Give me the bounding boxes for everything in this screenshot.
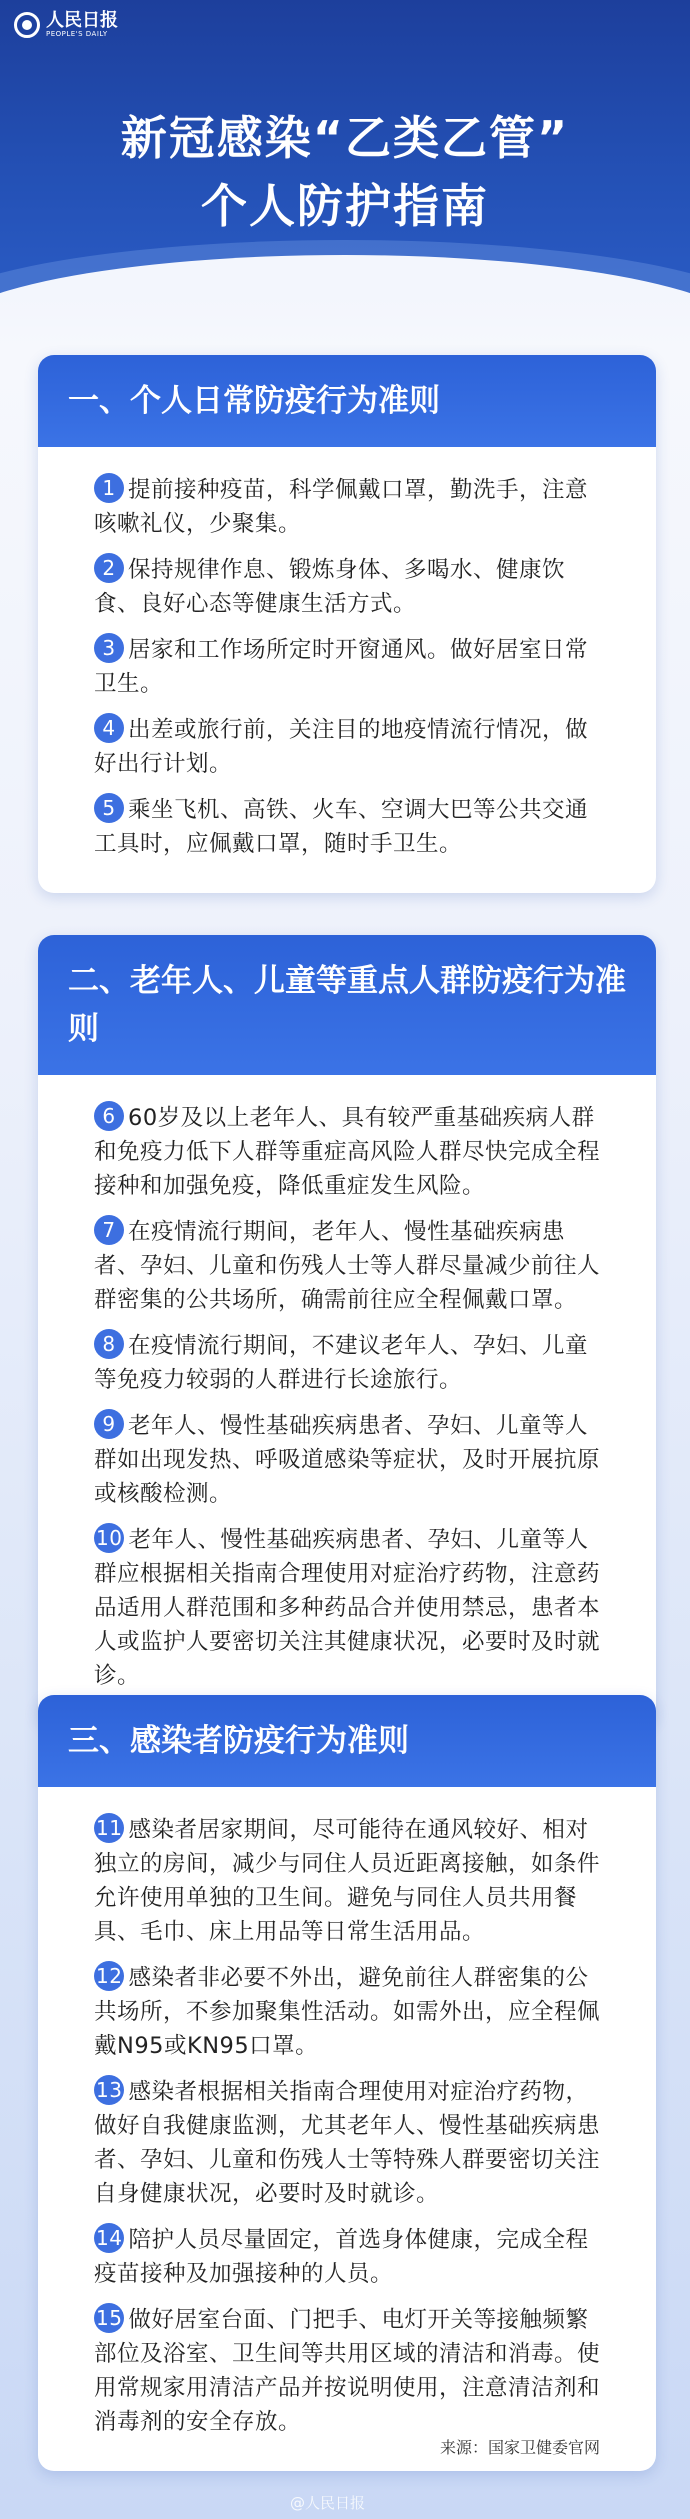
item-text: 老年人、慢性基础疾病患者、孕妇、儿童等人群如出现发热、呼吸道感染等症状，及时开展抗原或核酸检测。 (94, 1413, 601, 1507)
number-badge: 12 (94, 1961, 124, 1991)
number-badge: 9 (94, 1409, 124, 1439)
list-item (94, 633, 600, 701)
item-text: 陪护人员尽量固定，首选身体健康，完成全程疫苗接种及加强接种的人员。 (94, 2227, 589, 2287)
list-item (94, 473, 600, 541)
number-badge: 1 (94, 473, 124, 503)
number-badge: 8 (94, 1329, 124, 1359)
section-body (38, 1787, 656, 2471)
number-badge: 2 (94, 553, 124, 583)
list-item (94, 1523, 600, 1693)
list-item (94, 793, 600, 861)
brand-logo (14, 12, 118, 38)
page-title-line2: 个人防护指南 (201, 179, 489, 233)
number-badge: 6 (94, 1101, 124, 1131)
list-item (94, 1215, 600, 1317)
number-badge: 3 (94, 633, 124, 663)
number-badge: 15 (94, 2303, 124, 2333)
item-text: 乘坐飞机、高铁、火车、空调大巴等公共交通工具时，应佩戴口罩，随时手卫生。 (94, 797, 589, 857)
item-text: 在疫情流行期间，不建议老年人、孕妇、儿童等免疫力较弱的人群进行长途旅行。 (94, 1333, 589, 1393)
item-text: 感染者根据相关指南合理使用对症治疗药物，做好自我健康监测，尤其老年人、慢性基础疾病患者、孕妇、儿童和伤残人士等特殊人群要密切关注自身健康状况，必要时及时就诊。 (94, 2079, 601, 2207)
item-text: 出差或旅行前，关注目的地疫情流行情况，做好出行计划。 (94, 717, 589, 777)
at-icon (14, 12, 40, 38)
item-text: 在疫情流行期间，老年人、慢性基础疾病患者、孕妇、儿童和伤残人士等人群尽量减少前往人群密集的公共场所，确需前往应全程佩戴口罩。 (94, 1219, 601, 1313)
list-item (94, 1813, 600, 1949)
header-banner (0, 0, 690, 300)
section-body (38, 447, 656, 893)
item-text: 提前接种疫苗，科学佩戴口罩，勤洗手，注意咳嗽礼仪，少聚集。 (94, 477, 589, 537)
list-item (94, 1329, 600, 1397)
number-badge: 10 (94, 1523, 124, 1553)
section-heading: 三、感染者防疫行为准则 (38, 1695, 656, 1787)
item-text: 保持规律作息、锻炼身体、多喝水、健康饮食、良好心态等健康生活方式。 (94, 557, 566, 617)
number-badge: 11 (94, 1813, 124, 1843)
item-text: 老年人、慢性基础疾病患者、孕妇、儿童等人群应根据相关指南合理使用对症治疗药物，注意药品适用人群范围和多种药品合并使用禁忌，患者本人或监护人要密切关注其健康状况，必要时及时就诊。 (94, 1527, 601, 1689)
section-heading: 一、个人日常防疫行为准则 (38, 355, 656, 447)
source-credit: 来源：国家卫健委官网 (440, 2438, 601, 2457)
number-badge: 5 (94, 793, 124, 823)
page-title-line1: 新冠感染“乙类乙管” (120, 111, 570, 165)
section-card-1 (38, 355, 656, 893)
number-badge: 7 (94, 1215, 124, 1245)
number-badge: 13 (94, 2075, 124, 2105)
list-item (94, 2303, 600, 2439)
list-item (94, 1101, 600, 1203)
list-item (94, 2075, 600, 2211)
number-badge: 4 (94, 713, 124, 743)
item-text: 做好居室台面、门把手、电灯开关等接触频繁部位及浴室、卫生间等共用区域的清洁和消毒。使用常规家用清洁产品并按说明使用，注意清洁剂和消毒剂的安全存放。 (94, 2307, 601, 2435)
watermark: @人民日报 (290, 2494, 366, 2512)
section-body (38, 1075, 656, 1725)
brand-sub: PEOPLE'S DAILY (46, 30, 108, 38)
section-card-3 (38, 1695, 656, 2471)
number-badge: 14 (94, 2223, 124, 2253)
list-item (94, 1409, 600, 1511)
brand-name: 人民日报 (46, 10, 118, 31)
list-item (94, 2223, 600, 2291)
section-card-2 (38, 935, 656, 1725)
item-text: 感染者非必要不外出，避免前往人群密集的公共场所，不参加聚集性活动。如需外出，应全程佩戴N95或KN95口罩。 (94, 1965, 601, 2059)
list-item (94, 553, 600, 621)
list-item (94, 713, 600, 781)
item-text: 60岁及以上老年人、具有较严重基础疾病人群和免疫力低下人群等重症高风险人群尽快完成全程接种和加强免疫，降低重症发生风险。 (94, 1105, 601, 1199)
item-text: 居家和工作场所定时开窗通风。做好居室日常卫生。 (94, 637, 589, 697)
item-text: 感染者居家期间，尽可能待在通风较好、相对独立的房间，减少与同住人员近距离接触，如条件允许使用单独的卫生间。避免与同住人员共用餐具、毛巾、床上用品等日常生活用品。 (94, 1817, 601, 1945)
list-item (94, 1961, 600, 2063)
section-heading: 二、老年人、儿童等重点人群防疫行为准则 (38, 935, 656, 1075)
